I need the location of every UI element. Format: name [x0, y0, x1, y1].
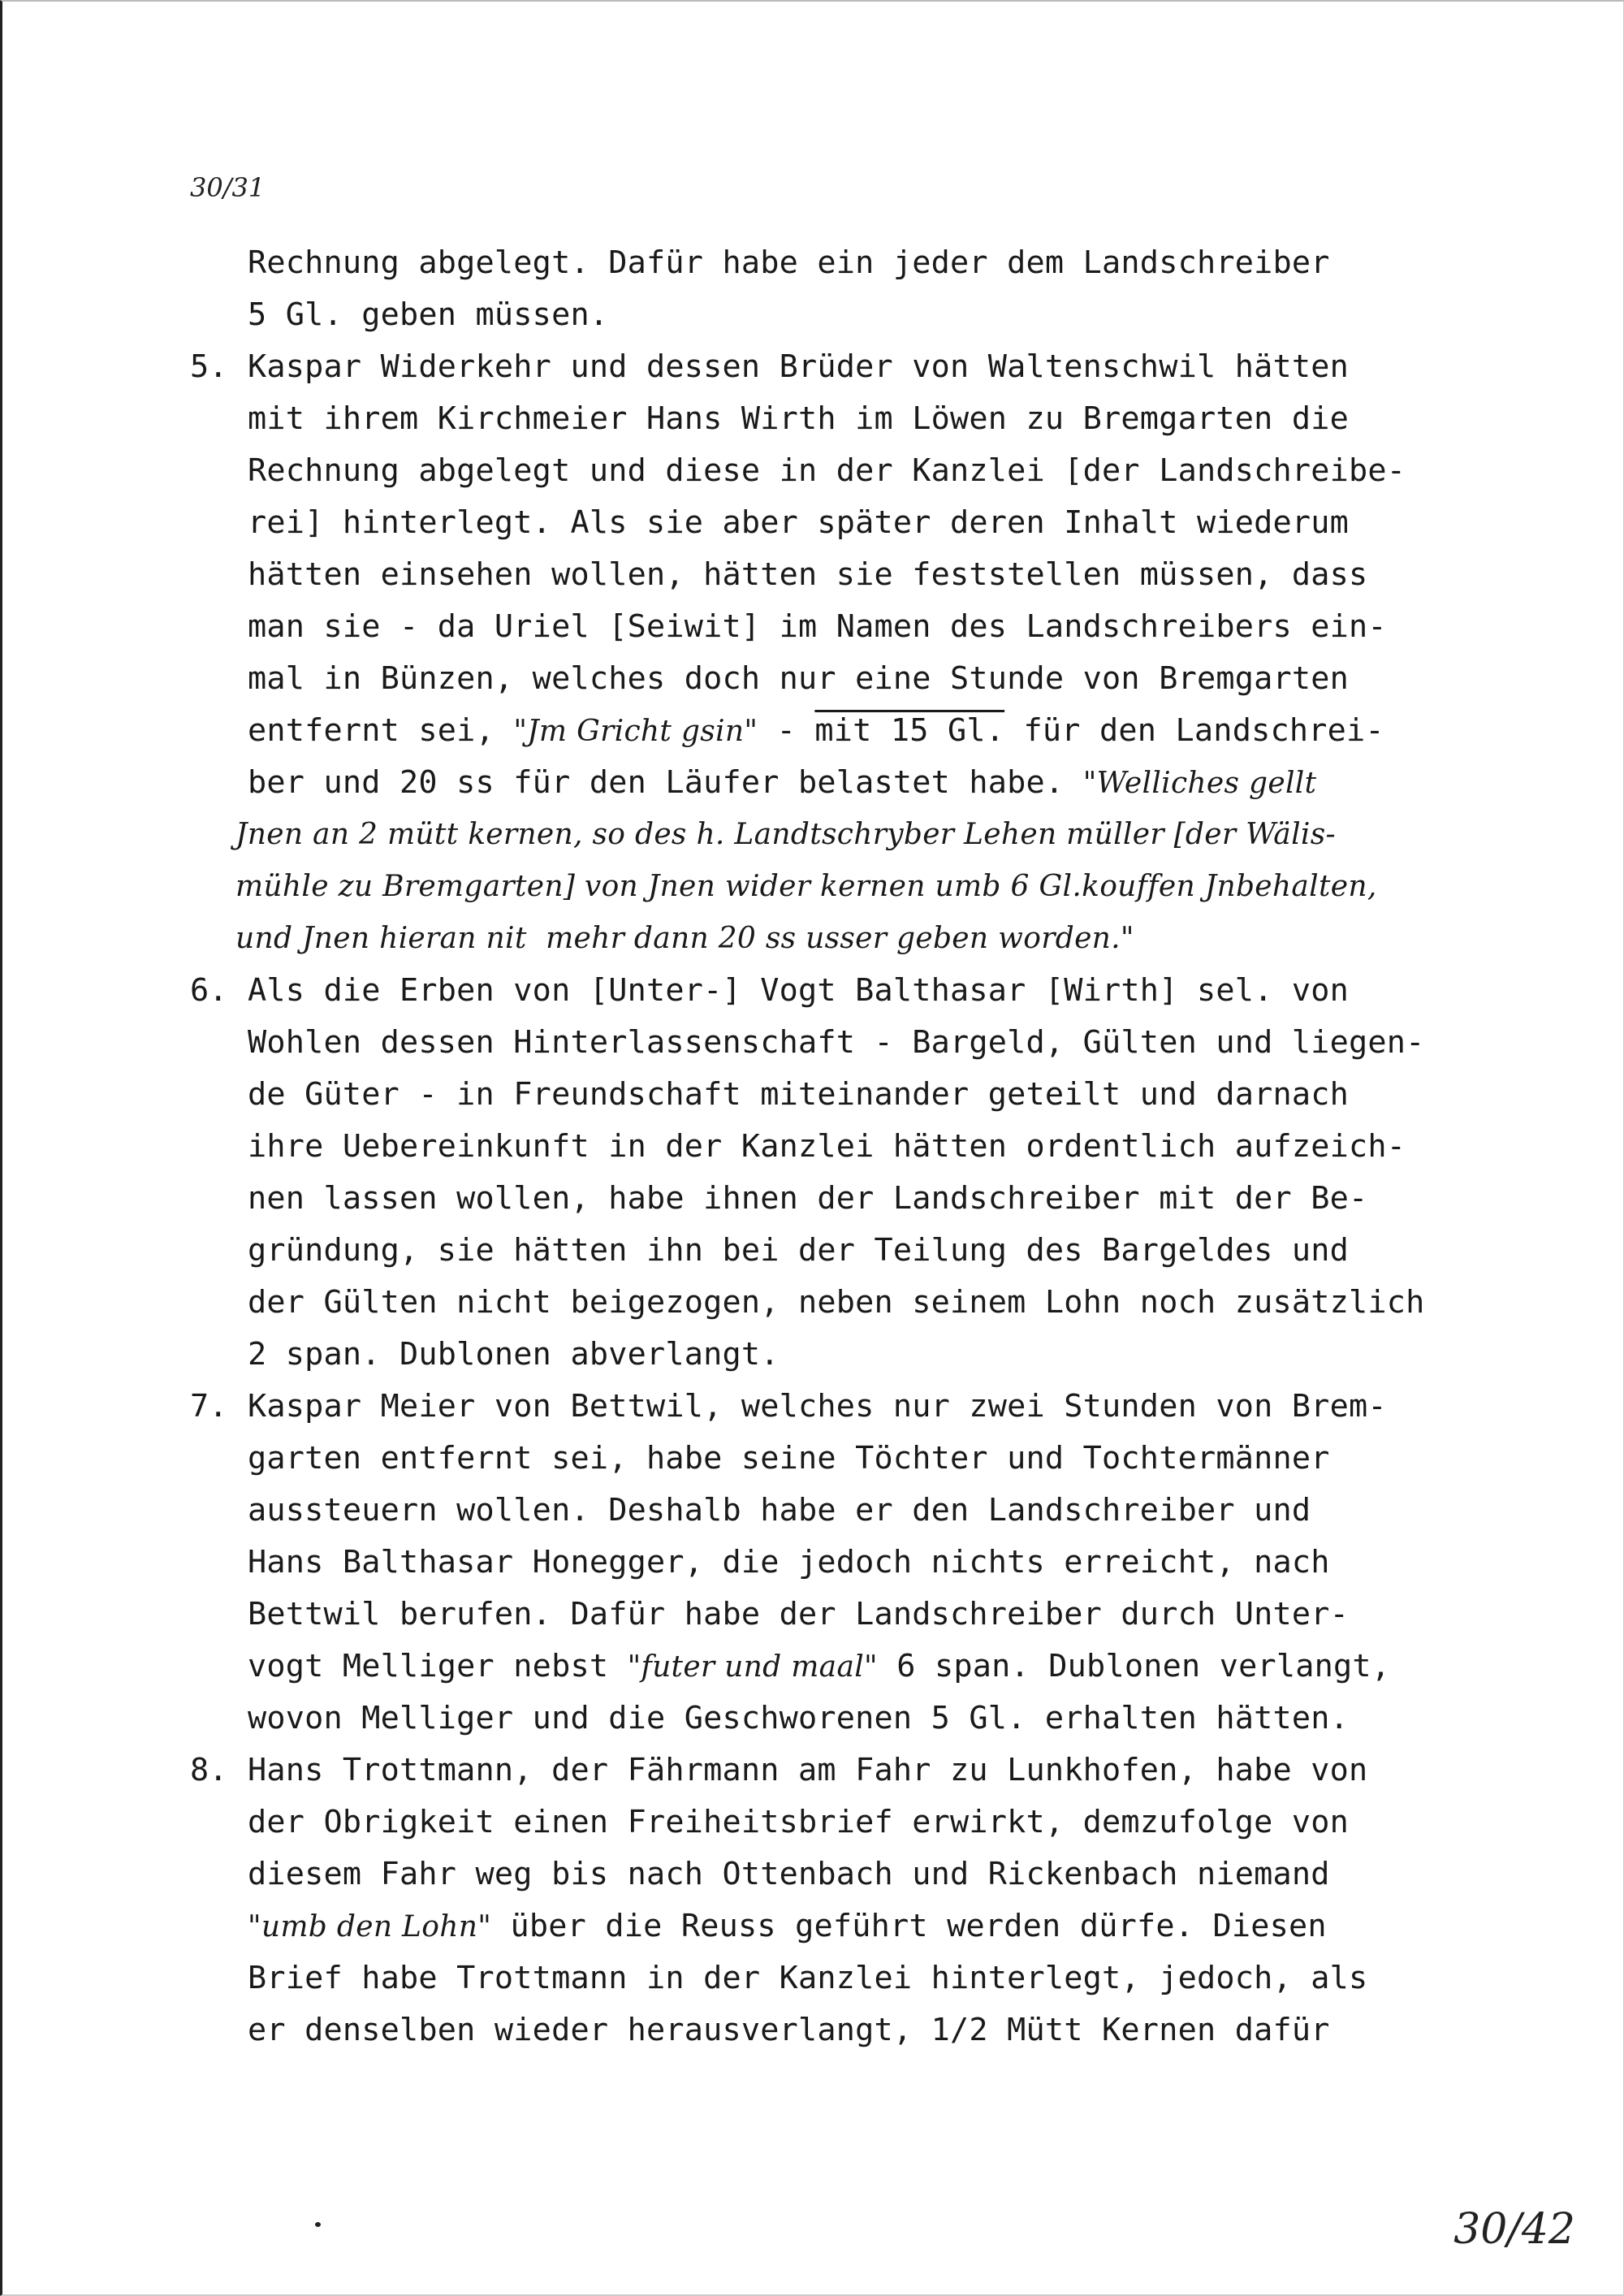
text-line: Rechnung abgelegt. Dafür habe ein jeder dem Landschreiber	[248, 244, 1330, 281]
text-line: Als die Erben von [Unter-] Vogt Balthasar [Wirth] sel. von	[248, 972, 1349, 1009]
quoted-phrase: "Jm Gricht gsin"	[513, 715, 758, 748]
quote-line: und Jnen hieran nit mehr dann 20 ss usser geben worden."	[235, 922, 1134, 955]
ink-speck	[315, 2222, 321, 2227]
text-line: Hans Trottmann, der Fährmann am Fahr zu Lunkhofen, habe von	[248, 1752, 1368, 1788]
text-line	[248, 1648, 1391, 1684]
text-line: mal in Bünzen, welches doch nur eine Stunde von Bremgarten	[248, 660, 1349, 697]
text-line: wovon Melliger und die Geschworenen 5 Gl. erhalten hätten.	[248, 1700, 1349, 1736]
page-reference: 30/31	[190, 172, 266, 203]
text-line	[248, 712, 1384, 749]
text-segment: 6 span. Dublonen verlangt,	[877, 1648, 1391, 1684]
text-segment: ber und 20 ss für den Läufer belastet habe.	[248, 764, 1083, 801]
quoted-phrase: "Welliches gellt	[1082, 767, 1317, 800]
text-segment: vogt Melliger nebst	[248, 1648, 628, 1684]
text-line: Kaspar Meier von Bettwil, welches nur zwei Stunden von Brem-	[248, 1388, 1387, 1425]
item-number-6: 6.	[190, 972, 228, 1009]
struck-amount: mit 15 Gl.	[814, 712, 1005, 749]
text-line: Bettwil berufen. Dafür habe der Landschreiber durch Unter-	[248, 1596, 1349, 1632]
text-line: mit ihrem Kirchmeier Hans Wirth im Löwen zu Bremgarten die	[248, 400, 1349, 437]
text-line: nen lassen wollen, habe ihnen der Landschreiber mit der Be-	[248, 1180, 1368, 1217]
text-segment: entfernt sei,	[248, 712, 514, 749]
text-line	[248, 1908, 1327, 1944]
text-line: de Güter - in Freundschaft miteinander geteilt und darnach	[248, 1076, 1349, 1113]
text-line: Wohlen dessen Hinterlassenschaft - Bargeld, Gülten und liegen-	[248, 1024, 1425, 1061]
text-line: Brief habe Trottmann in der Kanzlei hinterlegt, jedoch, als	[248, 1960, 1368, 1996]
quote-line: Jnen an 2 mütt kernen, so des h. Landtschryber Lehen müller [der Wälis-	[235, 818, 1336, 851]
text-segment: über die Reuss geführt werden dürfe. Diesen	[491, 1908, 1327, 1944]
text-line: hätten einsehen wollen, hätten sie feststellen müssen, dass	[248, 556, 1368, 593]
item-number-8: 8.	[190, 1752, 228, 1788]
text-line: er denselben wieder herausverlangt, 1/2 Mütt Kernen dafür	[248, 2012, 1330, 2048]
text-segment: für den Landschrei-	[1004, 712, 1384, 749]
quote-line: mühle zu Bremgarten] von Jnen wider kernen umb 6 Gl.kouffen Jnbehalten,	[235, 870, 1377, 903]
item-number-5: 5.	[190, 348, 228, 385]
quoted-phrase: "futer und maal"	[627, 1650, 878, 1684]
text-line: garten entfernt sei, habe seine Töchter und Tochtermänner	[248, 1440, 1330, 1477]
text-line: aussteuern wollen. Deshalb habe er den Landschreiber und	[248, 1492, 1311, 1529]
text-line: der Obrigkeit einen Freiheitsbrief erwirkt, demzufolge von	[248, 1804, 1349, 1840]
text-line: der Gülten nicht beigezogen, neben seinem Lohn noch zusätzlich	[248, 1284, 1425, 1321]
text-line: 5 Gl. geben müssen.	[248, 296, 609, 333]
text-line: man sie - da Uriel [Seiwit] im Namen des Landschreibers ein-	[248, 608, 1387, 645]
text-line: diesem Fahr weg bis nach Ottenbach und Rickenbach niemand	[248, 1856, 1330, 1892]
text-line: ihre Uebereinkunft in der Kanzlei hätten ordentlich aufzeich-	[248, 1128, 1406, 1165]
text-line: Kaspar Widerkehr und dessen Brüder von Waltenschwil hätten	[248, 348, 1349, 385]
text-line: Rechnung abgelegt und diese in der Kanzlei [der Landschreibe-	[248, 452, 1406, 489]
text-segment: -	[758, 712, 815, 749]
item-number-7: 7.	[190, 1388, 228, 1425]
quoted-phrase: "umb den Lohn"	[248, 1910, 492, 1944]
folio-number: 30/42	[1453, 2205, 1575, 2254]
text-line: Hans Balthasar Honegger, die jedoch nichts erreicht, nach	[248, 1544, 1330, 1580]
text-line: 2 span. Dublonen abverlangt.	[248, 1336, 780, 1373]
text-line: rei] hinterlegt. Als sie aber später deren Inhalt wiederum	[248, 504, 1349, 541]
text-line: gründung, sie hätten ihn bei der Teilung des Bargeldes und	[248, 1232, 1349, 1269]
text-line	[248, 764, 1317, 801]
